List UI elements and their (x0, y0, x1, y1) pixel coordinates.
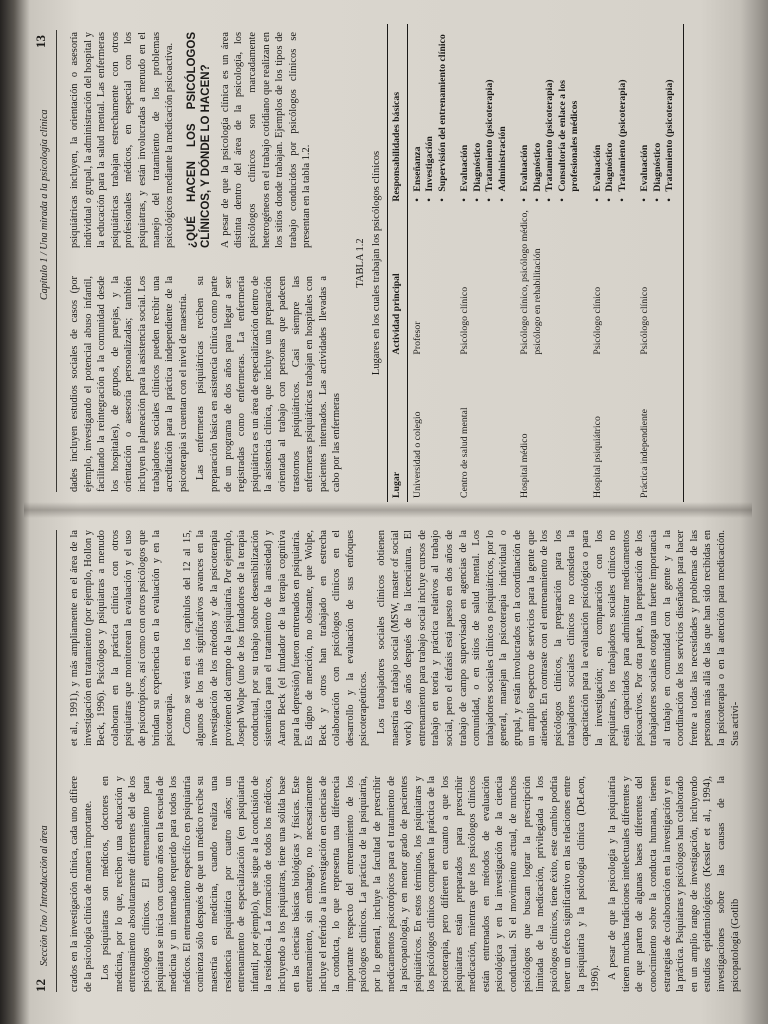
paragraph: A pesar de que la psicología y la psiquiatría tienen muchas tradiciones intelectuales diferentes y de que parten de algunas bases diferentes del conocimiento sobre la conducta humana, tienen estrategias de colaboración en la investigación y en la práctica. Psiquiatras y psicólogos han colaborado en un amplio rango de investigación, incluyendo estudios epidemiológicos (Kessler et al., 1994), investigaciones sobre las causas de la psicopatología (Gotlib (607, 776, 741, 992)
table-caption: TABLA 1.2 (355, 238, 366, 288)
list-item: • Tratamiento (psicoterapia) (664, 28, 677, 202)
page-number: 12 (33, 979, 48, 992)
duties-list (592, 28, 630, 202)
cell-place: Práctica independiente (635, 359, 683, 502)
cell-duties (515, 24, 588, 206)
cell-duties (588, 24, 636, 206)
table-header-row (388, 24, 408, 502)
duties-list (459, 28, 509, 202)
left-page-column-2 (68, 530, 746, 746)
column-header-duties: Responsabilidades básicas (388, 24, 408, 206)
cell-duties (635, 24, 683, 206)
cell-activity: Profesor (411, 321, 423, 355)
cell-activity: Psicólogo clínico (635, 206, 683, 359)
list-item: • Diagnóstico (532, 28, 545, 202)
running-head: Capítulo 1 / Una mirada a la psicología clínica (39, 109, 50, 300)
list-item: • Diagnóstico (604, 28, 617, 202)
cell-place: Universidad o colegio (411, 411, 423, 498)
paragraph: A pesar de que la psicología clínica es un área distinta dentro del área de la psicología, los psicólogos clínicos son marcadamente heterogéneos en el trabajo cotidiano que realizan en los sitios donde trabajan. Ejemplos de los tipos de trabajo conducidos por psicólogos clínicos se presentan en la tabla 1.2. (219, 32, 313, 248)
list-item: • Enseñanza (412, 28, 425, 202)
list-item: • Tratamiento (psicoterapia) (617, 28, 630, 202)
paragraph: Los trabajadores sociales clínicos obtienen maestría en trabajo social (MSW, master of social work) dos años después de la licenciatura. El entrenamiento para trabajo social incluye cursos de trabajo en teoría y práctica relativos al trabajo social, pero el énfasis está puesto en dos años de trabajo de campo supervisado en agencias de la comunidad, o en sitios de salud mental. Los trabajadores sociales clínicos o psiquiátricos, por lo general, manejan la psicoterapia individual o grupal, y están involucrados en la coordinación de un amplio espectro de servicios para la gente que atienden. En contraste con el entrenamiento de los psicólogos clínicos, la preparación para los trabajadores sociales clínicos no considera la capacitación para la evaluación psicológica o para la investigación; en comparación con los psiquiatras, los trabajadores sociales clínicos no están capacitados para administrar medicamentos psicoactivos. Por otra parte, la preparación de los trabajadores sociales otorga una fuerte importancia al trabajo en comunidad con la gente y a la coordinación de los servicios diseñados para hacer frente a todas las necesidades y problemas de las personas más allá de las que han sido recibidas en la psicoterapia o en la atención para medicación. Sus activi- (376, 530, 741, 746)
cell-place: Hospital médico (519, 433, 531, 498)
cell-duties (407, 24, 455, 206)
paragraph: dades incluyen estudios sociales de casos (por ejemplo, investigando el potencial abuso infantil, facilitando la reintegración a la comunidad desde los hospitales), de grupos, de parejas, y la orientación o asesoría personalizadas; también incluyen la planeación para la asistencia social. Los trabajadores sociales clínicos pueden recibir una acreditación para la práctica independiente de la psicoterapia si cuentan con el nivel de maestría. (69, 276, 189, 492)
duties-list (519, 28, 582, 202)
page-number: 13 (33, 35, 48, 48)
section-heading: ¿QUÉ HACEN LOS PSICÓLOGOS CLÍNICOS, Y DÓNDE LO HACEN? (185, 32, 212, 248)
paragraph: psiquiátricas incluyen, la orientación o asesoría individual o grupal, la administración del hospital y la educación para la salud mental. Las enfermeras psiquiátricas trabajan estrechamente con otros profesionales médicos, en especial con los psiquiatras, y están involucradas a menudo en el manejo del tratamiento de los problemas psicológicos mediante la medicación psicoactiva. (69, 32, 176, 248)
list-item: • Diagnóstico (652, 28, 665, 202)
cell-duties (455, 24, 515, 206)
book-spread-rotated (24, 10, 752, 1010)
list-item: • Supervisión del entrenamiento clínico (437, 28, 450, 202)
table-row (515, 24, 588, 502)
list-item: • Investigación (424, 28, 437, 202)
duties-list (639, 28, 677, 202)
list-item: • Evaluación (592, 28, 605, 202)
cell-activity: Psicólogo clínico (591, 286, 603, 355)
list-item: • Evaluación (459, 28, 472, 202)
list-item: • Administración (497, 28, 510, 202)
left-page (24, 510, 752, 1010)
paragraph: et al., 1991), y más ampliamente en el área de la investigación en tratamiento (por ejemplo, Hollon y Beck, 1996). Psicólogos y psiquiatras a menudo colaboran en la práctica clínica con otros psiquiatras que monitorean la evaluación y el uso de psicotrópicos, así como con otros psicólogos que brindan su experiencia en la evaluación y en la psicoterapia. (69, 530, 176, 746)
table-row (588, 24, 636, 502)
table-row (455, 24, 515, 502)
table-row (635, 24, 683, 502)
list-item: • Evaluación (519, 28, 532, 202)
list-item: • Consultoría de enlace a los profesionales médicos (557, 28, 582, 202)
running-head: Sección Uno / Introducción al área (39, 825, 50, 966)
right-page (24, 10, 752, 510)
table-1-2 (354, 24, 684, 502)
left-page-column-1 (68, 776, 746, 992)
paragraph: crados en la investigación clínica, cada uno difiere de la psicología clínica de manera importante. (69, 776, 94, 992)
column-header-place: Lugar (388, 359, 408, 502)
workplaces-table (387, 24, 684, 502)
header-rule (56, 30, 57, 492)
table-row (407, 24, 455, 502)
cell-activity: Psicólogo clínico, psicólogo médico, psicólogo en rehabilitación (519, 210, 543, 355)
list-item: • Tratamiento (psicoterapia) (484, 28, 497, 202)
list-item: • Tratamiento (psicoterapia) (544, 28, 557, 202)
list-item: • Evaluación (639, 28, 652, 202)
cell-activity: Psicólogo clínico (459, 286, 471, 355)
table-title: Lugares en los cuales trabajan los psicólogos clínicos (370, 150, 382, 376)
cell-place: Centro de salud mental (459, 407, 471, 498)
list-item: • Diagnóstico (472, 28, 485, 202)
header-rule (56, 530, 57, 992)
right-page-column-2 (68, 32, 318, 248)
cell-place: Hospital psiquiátrico (591, 416, 603, 498)
column-header-activity: Actividad principal (388, 206, 408, 359)
right-page-column-1 (68, 276, 348, 492)
paragraph: Las enfermeras psiquiátricas reciben su preparación básica en asistencia clínica como parte de un programa de dos años para llegar a ser registradas como enfermeras. La enfermería psiquiátrica es un área de especialización dentro de la asistencia clínica, que incluye una preparación orientada al trabajo con personas que padecen trastornos psiquiátricos. Casi siempre las enfermeras psiquiátricas trabajan en hospitales con pacientes internados. Las actividades llevadas a cabo por las enfermeras (195, 276, 343, 492)
paragraph: Los psiquiatras son médicos, doctores en medicina, por lo que, reciben una educación y entrenamiento absolutamente diferentes del de los psicólogos clínicos. El entrenamiento para psiquiatra se inicia con cuatro años en la escuela de medicina y un internado requerido para todos los médicos. El entrenamiento específico en psiquiatría comienza sólo después de que un médico recibe su maestría en medicina, cuando realiza una residencia psiquiátrica por cuatro años; un entrenamiento de especialización (en psiquiatría infantil, por ejemplo), que sigue a la conclusión de la residencia. La formación de todos los médicos, incluyendo a los psiquiatras, tiene una sólida base en las ciencias básicas biológicas y físicas. Este entrenamiento, sin embargo, no necesariamente incluye el referido a la investigación en ciencias de la conducta, lo que representa una diferencia importante respecto del entrenamiento de los psicólogos clínicos. La práctica de la psiquiatría, por lo general, incluye la facultad de prescribir medicamentos psicotrópicos para el tratamiento de la psicopatología, y en menor grado de pacientes psiquiátricos. En estos términos, los psiquiatras y los psicólogos clínicos comparten la práctica de la psicoterapia, pero difieren en cuanto a que los psiquiatras están preparados para prescribir medicación, mientras que los psicólogos clínicos están entrenados en métodos de evaluación psicológica y en la investigación de la ciencia conductual. Si el movimiento actual, de muchos psicólogos que buscan lograr la prescripción limitada de la medicación, privilegiada a los psicólogos clínicos, tiene éxito, este cambio podría tener un efecto significativo en las relaciones entre la psiquiatría y la psicología clínica (DeLeon, 1996). (100, 776, 601, 992)
duties-list (412, 28, 450, 202)
paragraph: Como se verá en los capítulos del 12 al 15, algunos de los más significativos avances en la investigación de los métodos y de la psicoterapia provienen del campo de la psiquiatría. Por ejemplo, Joseph Wolpe (uno de los fundadores de la terapia conductual, por su trabajo sobre desensibilización sistemática para el tratamiento de la ansiedad) y Aaron Beck (el fundador de la terapia cognitiva para la depresión) fueron entrenados en psiquiatría. Es digno de mención, no obstante, que Wolpe, Beck y otros han trabajado en estrecha colaboración con psicólogos clínicos en el desarrollo y la evaluación de sus enfoques psicoterapéuticos. (181, 530, 370, 746)
